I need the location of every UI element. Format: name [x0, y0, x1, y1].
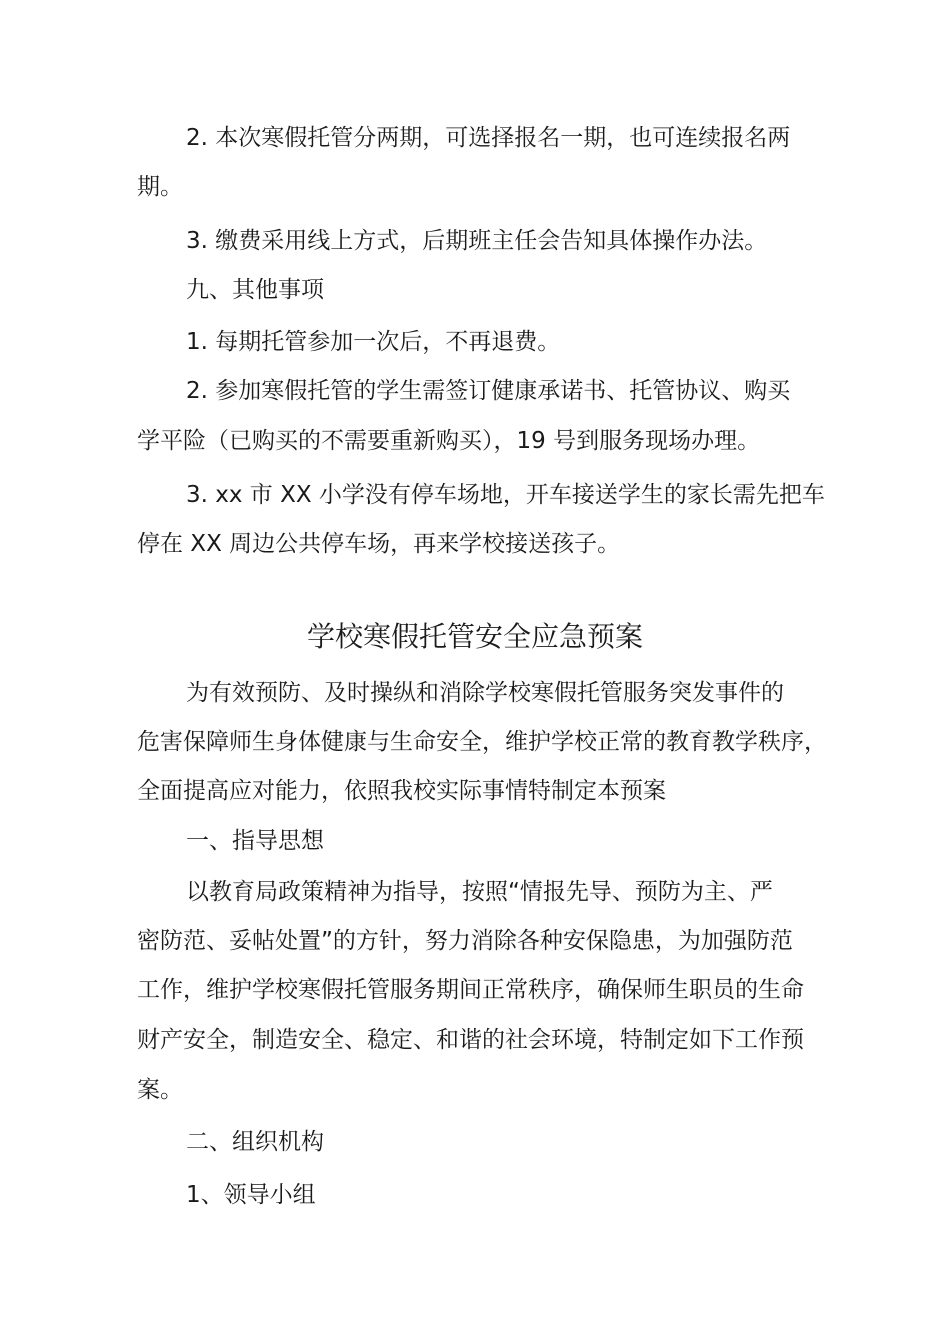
other-item-3-line-1: 3. xx 市 XX 小学没有停车场地，开车接送学生的家长需先把车 [186, 482, 825, 508]
intro-line-2: 危害保障师生身体健康与生命安全，维护学校正常的教育教学秩序， [137, 729, 827, 755]
document-title: 学校寒假托管安全应急预案 [306, 620, 643, 653]
heading-guiding-ideology: 一、指导思想 [186, 828, 324, 854]
other-item-2-line-2: 学平险（已购买的不需要重新购买），19 号到服务现场办理。 [137, 428, 761, 454]
other-item-2-line-1: 2. 参加寒假托管的学生需签订健康承诺书、托管协议、购买 [186, 378, 791, 404]
list-item-3: 3. 缴费采用线上方式，后期班主任会告知具体操作办法。 [186, 228, 768, 254]
guide-line-1: 以教育局政策精神为指导，按照“情报先导、预防为主、严 [186, 879, 773, 905]
list-item-2-line-1: 2. 本次寒假托管分两期，可选择报名一期，也可连续报名两 [186, 125, 791, 151]
subheading-leadership-group: 1、领导小组 [186, 1182, 316, 1208]
heading-organization: 二、组织机构 [186, 1129, 324, 1155]
guide-line-4: 财产安全，制造安全、稳定、和谐的社会环境，特制定如下工作预 [137, 1027, 804, 1053]
list-item-2-line-2: 期。 [137, 174, 183, 200]
guide-line-5: 案。 [137, 1077, 183, 1103]
guide-line-2: 密防范、妥帖处置”的方针，努力消除各种安保隐患，为加强防范 [137, 928, 793, 954]
intro-line-1: 为有效预防、及时操纵和消除学校寒假托管服务突发事件的 [186, 680, 784, 706]
other-item-1: 1. 每期托管参加一次后，不再退费。 [186, 329, 561, 355]
other-item-3-line-2: 停在 XX 周边公共停车场，再来学校接送孩子。 [137, 531, 621, 557]
heading-other-matters: 九、其他事项 [186, 277, 324, 303]
guide-line-3: 工作，维护学校寒假托管服务期间正常秩序，确保师生职员的生命 [137, 977, 804, 1003]
intro-line-3: 全面提高应对能力，依照我校实际事情特制定本预案 [137, 778, 666, 804]
